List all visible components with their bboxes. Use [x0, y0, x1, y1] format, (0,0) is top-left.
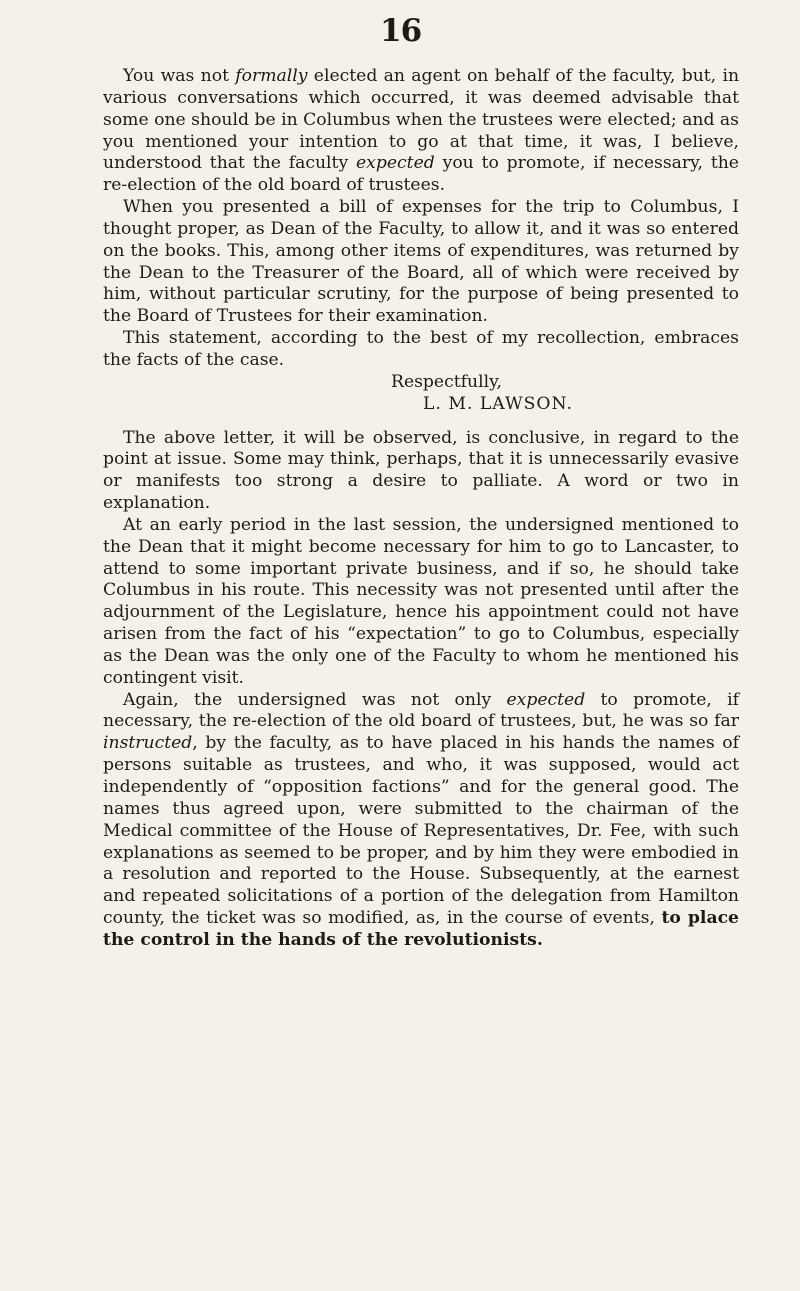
letter-paragraph [103, 66, 739, 197]
text-run: to promote, if necessary, the re-election of the old board of trustees, but, he was so far [103, 689, 739, 732]
letter-closing: Respectfully, [391, 371, 502, 392]
italic-emphasis: expected [356, 153, 435, 174]
bold-emphasis: to place the control in the hands of the revolutionists. [103, 908, 739, 950]
text-run: elected an agent on behalf of the faculty, but, in various conversations which occurred, it was deemed advisable that some one should be in Columbus when the trustees were elected; and as you mentioned your intention to go at that time, it was, I believe, understood that the faculty [103, 66, 740, 174]
italic-emphasis: expected [506, 689, 586, 710]
text-run: You was not [123, 66, 236, 86]
letter-paragraph: When you presented a bill of expenses for the trip to Columbus, I thought proper, as Dean of the Faculty, to allow it, and it was so entered on the books. This, among other items of expenditures, was returned by the Dean to the Treasurer of the Board, all of which were received by him, without particular scrutiny, for the purpose of being presented to the Board of Trustees for their examination. [103, 197, 739, 327]
italic-emphasis: formally [235, 66, 308, 86]
letter-paragraph: This statement, according to the best of my recollection, embraces the facts of the case. [103, 328, 739, 370]
text-run: , by the faculty, as to have placed in his hands the names of persons suitable as trustees, and who, it was supposed, would act independently of “opposition factions” and for the general good. The names thus agreed upon, were submitted to the chairman of the Medical committee of the House of Representatives, Dr. Fee, with such explanations as seemed to be proper, and by him they were embodied in a resolution and reported to the House. Subsequently, at the earnest and repeated solicitations of a portion of the delegation from Hamilton county, the ticket was so modified, as, in the course of events, [103, 733, 739, 929]
commentary-paragraph [103, 690, 739, 952]
italic-emphasis: instructed [103, 733, 193, 754]
commentary-paragraph: The above letter, it will be observed, is conclusive, in regard to the point at issue. Some may think, perhaps, that it is unnecessarily evasive or manifests too strong a desire to palliate. A word or two in explanation. [103, 427, 739, 514]
section-gap [103, 416, 739, 428]
page-number: 16 [380, 13, 422, 49]
page-body [103, 66, 739, 952]
text-run: Again, the undersigned was not only [123, 689, 507, 710]
commentary-paragraph: At an early period in the last session, the undersigned mentioned to the Dean that it might become necessary for him to go to Lancaster, to attend to some important private business, and if so, he should take Columbus in his route. This necessity was not presented until after the adjournment of the Legislature, hence his appointment could not have arisen from the fact of his “expectation” to go to Columbus, especially as the Dean was the only one of the Faculty to whom he mentioned his contingent visit. [103, 514, 739, 688]
text-run: you to promote, if necessary, the re-election of the old board of trustees. [103, 153, 739, 196]
letter-signature: L. M. LAWSON. [423, 393, 573, 414]
